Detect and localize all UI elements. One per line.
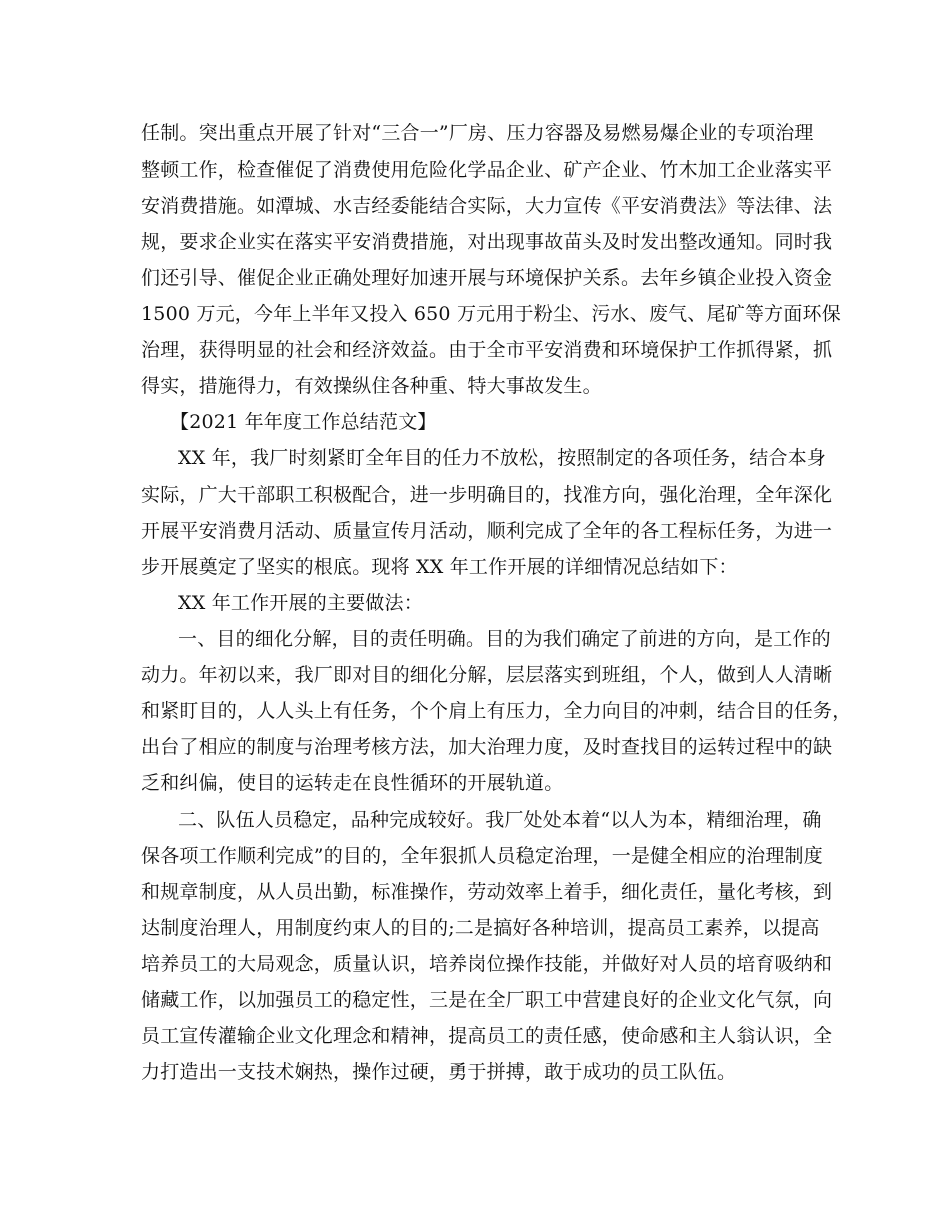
- body-text-line: 安消费措施。如潭城、水吉经委能结合实际，大力宣传《平安消费法》等法律、法: [141, 195, 833, 217]
- body-text-line: 员工宣传灌输企业文化理念和精神，提高员工的责任感，使命感和主人翁认识，全: [141, 1025, 833, 1047]
- body-text-line: 步开展奠定了坚实的根底。现将 XX 年工作开展的详细情况总结如下：: [141, 556, 738, 578]
- body-text-line: 出台了相应的制度与治理考核方法，加大治理力度，及时查找目的运转过程中的缺: [141, 736, 833, 758]
- body-text-line: 任制。突出重点开展了针对“三合一”厂房、压力容器及易燃易爆企业的专项治理: [141, 122, 814, 144]
- body-text-line: 储藏工作，以加强员工的稳定性，三是在全厂职工中营建良好的企业文化气氛，向: [141, 989, 833, 1011]
- section-heading: 【2021 年年度工作总结范文】: [170, 411, 437, 433]
- body-text-line: 整顿工作，检查催促了消费使用危险化学品企业、矿产企业、竹木加工企业落实平: [141, 159, 833, 181]
- body-text-line: 们还引导、催促企业正确处理好加速开展与环境保护关系。去年乡镇企业投入资金: [141, 267, 833, 289]
- body-text-line: 规，要求企业实在落实平安消费措施，对出现事故苗头及时发出整改通知。同时我: [141, 231, 833, 253]
- body-text-line: 力打造出一支技术娴热，操作过硬，勇于拼搏，敢于成功的员工队伍。: [141, 1061, 737, 1083]
- body-text-line: 动力。年初以来，我厂即对目的细化分解，层层落实到班组，个人，做到人人清晰: [141, 664, 833, 686]
- paragraph-first-line: 二、队伍人员稳定，品种完成较好。我厂处处本着“以人为本，精细治理，确: [178, 809, 822, 831]
- body-text-line: 实际，广大干部职工积极配合，进一步明确目的，找准方向，强化治理，全年深化: [141, 484, 833, 506]
- body-text-line: 得实，措施得力，有效操纵住各种重、特大事故发生。: [141, 375, 602, 397]
- body-text-line: 和规章制度，从人员出勤，标准操作，劳动效率上着手，细化责任，量化考核，到: [141, 881, 833, 903]
- body-text-line: 培养员工的大局观念，质量认识，培养岗位操作技能，并做好对人员的培育吸纳和: [141, 953, 833, 975]
- paragraph-first-line: XX 年工作开展的主要做法：: [178, 592, 423, 614]
- paragraph-first-line: 一、目的细化分解，目的责任明确。目的为我们确定了前进的方向，是工作的: [178, 628, 831, 650]
- body-text-line: 1500 万元，今年上半年又投入 650 万元用于粉尘、污水、废气、尾矿等方面环保: [141, 303, 841, 325]
- body-text-line: 达制度治理人，用制度约束人的目的;二是搞好各种培训，提高员工素养，以提高: [141, 917, 820, 939]
- body-text-line: 开展平安消费月活动、质量宣传月活动，顺利完成了全年的各工程标任务，为进一: [141, 520, 833, 542]
- paragraph-first-line: XX 年，我厂时刻紧盯全年目的任力不放松，按照制定的各项任务，结合本身: [178, 447, 827, 469]
- body-text-line: 乏和纠偏，使目的运转走在良性循环的开展轨道。: [141, 772, 564, 794]
- body-text-line: 治理，获得明显的社会和经济效益。由于全市平安消费和环境保护工作抓得紧，抓: [141, 339, 833, 361]
- body-text-line: 保各项工作顺利完成”的目的，全年狠抓人员稳定治理，一是健全相应的治理制度: [141, 845, 823, 867]
- body-text-line: 和紧盯目的，人人头上有任务，个个肩上有压力，全力向目的冲刺，结合目的任务，: [141, 700, 852, 722]
